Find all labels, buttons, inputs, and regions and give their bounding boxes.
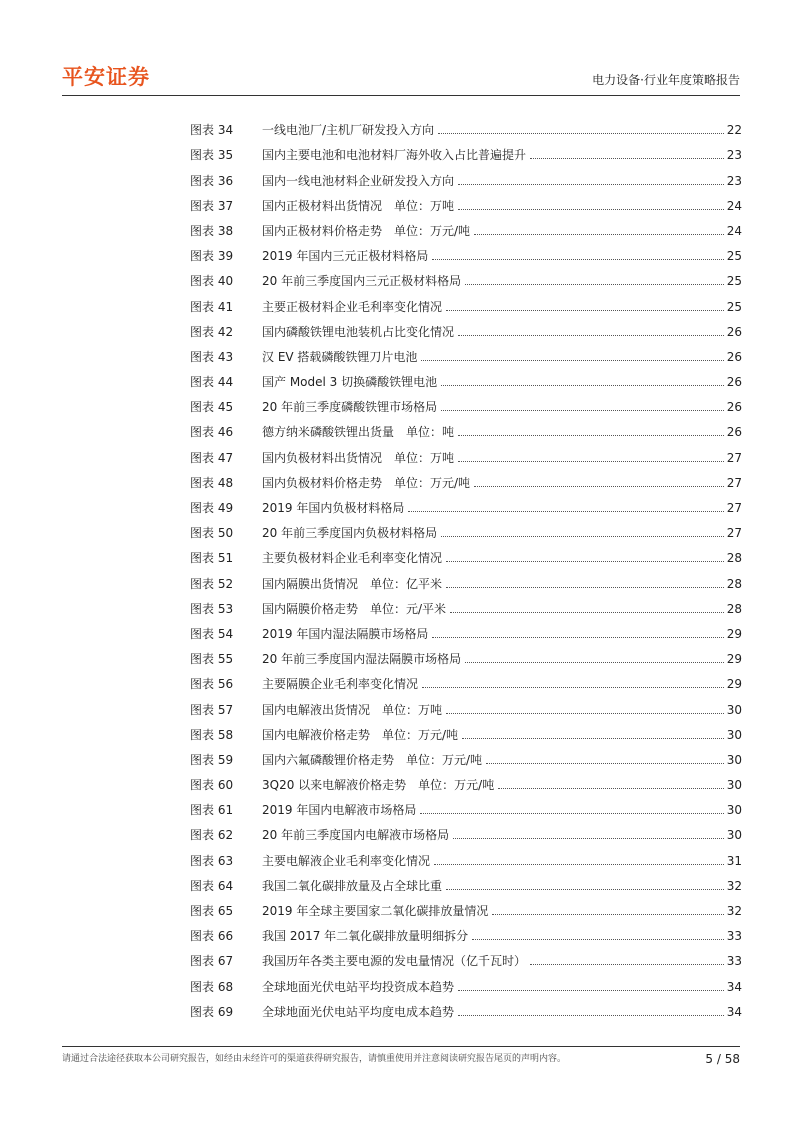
toc-entry-title: 2019 年国内电解液市场格局 xyxy=(262,803,417,818)
toc-entry-number: 图表 66 xyxy=(190,929,234,944)
toc-dot-leader xyxy=(458,184,724,185)
toc-entry[interactable] xyxy=(190,289,742,314)
toc-entry-number: 图表 53 xyxy=(190,601,234,616)
toc-entry-title: 我国 2017 年二氧化碳排放量明细拆分 xyxy=(262,929,469,944)
toc-entry-page: 27 xyxy=(726,526,742,541)
toc-dot-leader xyxy=(458,335,724,336)
toc-dot-leader xyxy=(441,385,724,386)
toc-entry[interactable] xyxy=(190,919,742,944)
footer-disclaimer: 请通过合法途径获取本公司研究报告，如经由未经许可的渠道获得研究报告，请慎重使用并注意阅读研究报告尾页的声明内容。 xyxy=(62,1054,567,1064)
toc-entry-number: 图表 46 xyxy=(190,425,234,440)
toc-dot-leader xyxy=(446,587,724,588)
toc-entry-page: 24 xyxy=(726,198,742,213)
toc-entry-number: 图表 52 xyxy=(190,576,234,591)
toc-entry-title: 20 年前三季度国内三元正极材料格局 xyxy=(262,274,462,289)
toc-entry-number: 图表 64 xyxy=(190,878,234,893)
toc-entry-title: 我国历年各类主要电源的发电量情况（亿千瓦时） xyxy=(262,954,527,969)
toc-dot-leader xyxy=(441,536,724,537)
toc-entry-title: 2019 年国内三元正极材料格局 xyxy=(262,249,429,264)
toc-entry-title: 国内磷酸铁锂电池装机占比变化情况 xyxy=(262,324,455,339)
toc-entry-title: 国产 Model 3 切换磷酸铁锂电池 xyxy=(262,375,438,390)
toc-dot-leader xyxy=(432,259,723,260)
toc-entry-number: 图表 59 xyxy=(190,752,234,767)
toc-dot-leader xyxy=(438,133,724,134)
toc-entry[interactable] xyxy=(190,566,742,591)
toc-entry[interactable] xyxy=(190,667,742,692)
toc-entry[interactable] xyxy=(190,138,742,163)
toc-entry-title: 2019 年国内湿法隔膜市场格局 xyxy=(262,626,429,641)
toc-dot-leader xyxy=(474,486,724,487)
toc-entry-number: 图表 45 xyxy=(190,400,234,415)
toc-dot-leader xyxy=(434,864,724,865)
toc-entry-title: 主要电解液企业毛利率变化情况 xyxy=(262,853,431,868)
toc-entry-number: 图表 55 xyxy=(190,652,234,667)
toc-dot-leader xyxy=(420,813,723,814)
toc-entry-page: 26 xyxy=(726,349,742,364)
toc-dot-leader xyxy=(421,360,723,361)
toc-entry-title: 主要正极材料企业毛利率变化情况 xyxy=(262,299,443,314)
toc-entry-title: 国内负极材料价格走势 单位：万元/吨 xyxy=(262,475,471,490)
toc-entry[interactable] xyxy=(190,214,742,239)
toc-entry-number: 图表 69 xyxy=(190,1004,234,1019)
toc-entry-number: 图表 58 xyxy=(190,727,234,742)
toc-entry-number: 图表 37 xyxy=(190,198,234,213)
toc-entry[interactable] xyxy=(190,315,742,340)
toc-entry[interactable] xyxy=(190,415,742,440)
toc-entry-page: 30 xyxy=(726,828,742,843)
toc-entry-title: 国内负极材料出货情况 单位：万吨 xyxy=(262,450,455,465)
toc-entry[interactable] xyxy=(190,692,742,717)
toc-entry-number: 图表 49 xyxy=(190,501,234,515)
toc-entry[interactable] xyxy=(190,592,742,617)
toc-entry-page: 26 xyxy=(726,400,742,415)
toc-entry[interactable] xyxy=(190,869,742,894)
toc-entry-number: 图表 38 xyxy=(190,223,234,238)
toc-dot-leader xyxy=(422,687,724,688)
toc-entry-number: 图表 61 xyxy=(190,803,234,818)
toc-entry[interactable] xyxy=(190,969,742,994)
toc-entry-title: 国内隔膜出货情况 单位：亿平米 xyxy=(262,576,443,591)
toc-dot-leader xyxy=(530,158,724,159)
toc-entry-page: 23 xyxy=(726,148,742,163)
toc-dot-leader xyxy=(450,612,724,613)
toc-entry-number: 图表 40 xyxy=(190,274,234,289)
toc-dot-leader xyxy=(498,788,724,789)
toc-entry-title: 全球地面光伏电站平均度电成本趋势 xyxy=(262,1004,455,1019)
toc-entry-number: 图表 41 xyxy=(190,299,234,314)
toc-entry-title: 国内正极材料价格走势 单位：万元/吨 xyxy=(262,223,471,238)
toc-entry[interactable] xyxy=(190,642,742,667)
header-divider xyxy=(62,95,740,96)
toc-dot-leader xyxy=(432,637,723,638)
toc-dot-leader xyxy=(446,713,724,714)
company-logo: 平安证券 xyxy=(62,65,150,89)
toc-entry-page: 29 xyxy=(726,652,742,667)
toc-entry-number: 图表 62 xyxy=(190,828,234,843)
toc-entry-number: 图表 35 xyxy=(190,148,234,163)
toc-dot-leader xyxy=(453,838,724,839)
toc-entry-page: 25 xyxy=(726,299,742,314)
toc-entry-number: 图表 60 xyxy=(190,778,234,793)
toc-dot-leader xyxy=(530,964,724,965)
toc-entry-number: 图表 42 xyxy=(190,324,234,339)
toc-entry[interactable] xyxy=(190,390,742,415)
toc-entry[interactable] xyxy=(190,894,742,919)
toc-dot-leader xyxy=(446,889,724,890)
toc-dot-leader xyxy=(458,435,724,436)
toc-entry-number: 图表 56 xyxy=(190,677,234,692)
toc-entry[interactable] xyxy=(190,944,742,969)
toc-entry-number: 图表 34 xyxy=(190,123,234,138)
toc-entry[interactable] xyxy=(190,818,742,843)
toc-dot-leader xyxy=(458,990,724,991)
toc-entry-title: 国内正极材料出货情况 单位：万吨 xyxy=(262,198,455,213)
toc-entry-title: 国内六氟磷酸锂价格走势 单位：万元/吨 xyxy=(262,752,483,767)
toc-entry[interactable] xyxy=(190,768,742,793)
toc-entry-page: 26 xyxy=(726,425,742,440)
toc-entry-page: 27 xyxy=(726,450,742,465)
toc-entry-title: 20 年前三季度磷酸铁锂市场格局 xyxy=(262,400,438,415)
toc-dot-leader xyxy=(446,310,724,311)
toc-entry[interactable] xyxy=(190,541,742,566)
toc-entry-page: 24 xyxy=(726,223,742,238)
toc-entry-page: 25 xyxy=(726,249,742,264)
toc-entry-title: 国内一线电池材料企业研发投入方向 xyxy=(262,173,455,188)
toc-entry-page: 29 xyxy=(726,677,742,692)
toc-entry-number: 图表 48 xyxy=(190,475,234,490)
toc-entry-title: 2019 年全球主要国家二氧化碳排放量情况 xyxy=(262,904,489,918)
toc-entry-title: 20 年前三季度国内电解液市场格局 xyxy=(262,828,450,843)
toc-dot-leader xyxy=(458,1015,724,1016)
toc-entry[interactable] xyxy=(190,743,742,768)
toc-dot-leader xyxy=(465,284,724,285)
toc-entry-page: 23 xyxy=(726,173,742,188)
toc-entry-number: 图表 68 xyxy=(190,979,234,994)
toc-entry-title: 20 年前三季度国内湿法隔膜市场格局 xyxy=(262,652,462,667)
toc-dot-leader xyxy=(472,939,724,940)
toc-entry[interactable] xyxy=(190,239,742,264)
toc-entry-title: 国内电解液出货情况 单位：万吨 xyxy=(262,702,443,717)
toc-dot-leader xyxy=(458,461,724,462)
toc-entry-title: 全球地面光伏电站平均投资成本趋势 xyxy=(262,979,455,994)
toc-entry-page: 32 xyxy=(726,904,742,918)
toc-entry-page: 34 xyxy=(726,979,742,994)
toc-entry-page: 32 xyxy=(726,878,742,893)
toc-entry[interactable] xyxy=(190,189,742,214)
toc-entry-number: 图表 36 xyxy=(190,173,234,188)
toc-entry-title: 我国二氧化碳排放量及占全球比重 xyxy=(262,878,443,893)
toc-entry-title: 一线电池厂/主机厂研发投入方向 xyxy=(262,123,435,138)
toc-entry-page: 22 xyxy=(726,123,742,138)
page-number: 5 / 58 xyxy=(705,1052,740,1066)
toc-entry-page: 30 xyxy=(726,803,742,818)
toc-entry-page: 28 xyxy=(726,576,742,591)
toc-entry-page: 28 xyxy=(726,601,742,616)
toc-entry[interactable] xyxy=(190,113,742,138)
toc-entry-page: 33 xyxy=(726,954,742,969)
toc-entry-page: 30 xyxy=(726,727,742,742)
toc-entry-title: 德方纳米磷酸铁锂出货量 单位：吨 xyxy=(262,425,455,440)
toc-entry-title: 20 年前三季度国内负极材料格局 xyxy=(262,526,438,541)
toc-entry[interactable] xyxy=(190,516,742,541)
toc-entry-page: 30 xyxy=(726,702,742,717)
toc-entry[interactable] xyxy=(190,264,742,289)
toc-entry-number: 图表 47 xyxy=(190,450,234,465)
toc-entry-page: 34 xyxy=(726,1004,742,1019)
toc-entry-title: 国内主要电池和电池材料厂海外收入占比普遍提升 xyxy=(262,148,527,163)
report-title: 电力设备·行业年度策略报告 xyxy=(592,73,740,87)
toc-entry-page: 26 xyxy=(726,324,742,339)
toc-entry-number: 图表 50 xyxy=(190,526,234,541)
toc-entry-page: 27 xyxy=(726,475,742,490)
toc-entry-number: 图表 39 xyxy=(190,249,234,264)
toc-entry-number: 图表 54 xyxy=(190,626,234,641)
toc-entry[interactable] xyxy=(190,718,742,743)
toc-entry-number: 图表 67 xyxy=(190,954,234,969)
toc-entry[interactable] xyxy=(190,365,742,390)
figure-index-list xyxy=(190,113,742,1020)
toc-dot-leader xyxy=(486,763,724,764)
toc-entry-page: 31 xyxy=(726,853,742,868)
toc-entry[interactable] xyxy=(190,843,742,868)
footer-divider xyxy=(62,1046,740,1047)
toc-entry[interactable] xyxy=(190,617,742,642)
toc-entry[interactable] xyxy=(190,340,742,365)
toc-entry-title: 主要负极材料企业毛利率变化情况 xyxy=(262,551,443,566)
toc-dot-leader xyxy=(458,209,724,210)
toc-dot-leader xyxy=(465,662,724,663)
toc-dot-leader xyxy=(446,561,724,562)
toc-dot-leader xyxy=(462,738,724,739)
toc-entry-page: 30 xyxy=(726,778,742,793)
toc-entry-page: 26 xyxy=(726,375,742,390)
toc-entry[interactable] xyxy=(190,995,742,1020)
toc-entry-title: 国内隔膜价格走势 单位：元/平米 xyxy=(262,601,447,616)
toc-entry[interactable] xyxy=(190,466,742,491)
toc-entry-page: 29 xyxy=(726,626,742,641)
toc-entry-title: 国内电解液价格走势 单位：万元/吨 xyxy=(262,727,459,742)
toc-entry-number: 图表 51 xyxy=(190,551,234,566)
toc-dot-leader xyxy=(408,511,723,512)
toc-entry[interactable] xyxy=(190,491,742,516)
toc-entry-title: 2019 年国内负极材料格局 xyxy=(262,501,405,515)
toc-entry-number: 图表 43 xyxy=(190,349,234,364)
toc-entry-number: 图表 63 xyxy=(190,853,234,868)
toc-entry-number: 图表 65 xyxy=(190,904,234,918)
toc-dot-leader xyxy=(441,410,724,411)
toc-entry-title: 3Q20 以来电解液价格走势 单位：万元/吨 xyxy=(262,778,495,793)
toc-dot-leader xyxy=(492,914,723,915)
toc-entry-title: 主要隔膜企业毛利率变化情况 xyxy=(262,677,419,692)
toc-entry-page: 27 xyxy=(726,501,742,515)
toc-dot-leader xyxy=(474,234,724,235)
toc-entry-page: 30 xyxy=(726,752,742,767)
toc-entry-page: 28 xyxy=(726,551,742,566)
toc-entry[interactable] xyxy=(190,793,742,818)
toc-entry[interactable] xyxy=(190,440,742,465)
toc-entry-page: 33 xyxy=(726,929,742,944)
toc-entry-title: 汉 EV 搭载磷酸铁锂刀片电池 xyxy=(262,349,418,364)
toc-entry-page: 25 xyxy=(726,274,742,289)
toc-entry[interactable] xyxy=(190,163,742,188)
toc-entry-number: 图表 44 xyxy=(190,375,234,390)
toc-entry-number: 图表 57 xyxy=(190,702,234,717)
